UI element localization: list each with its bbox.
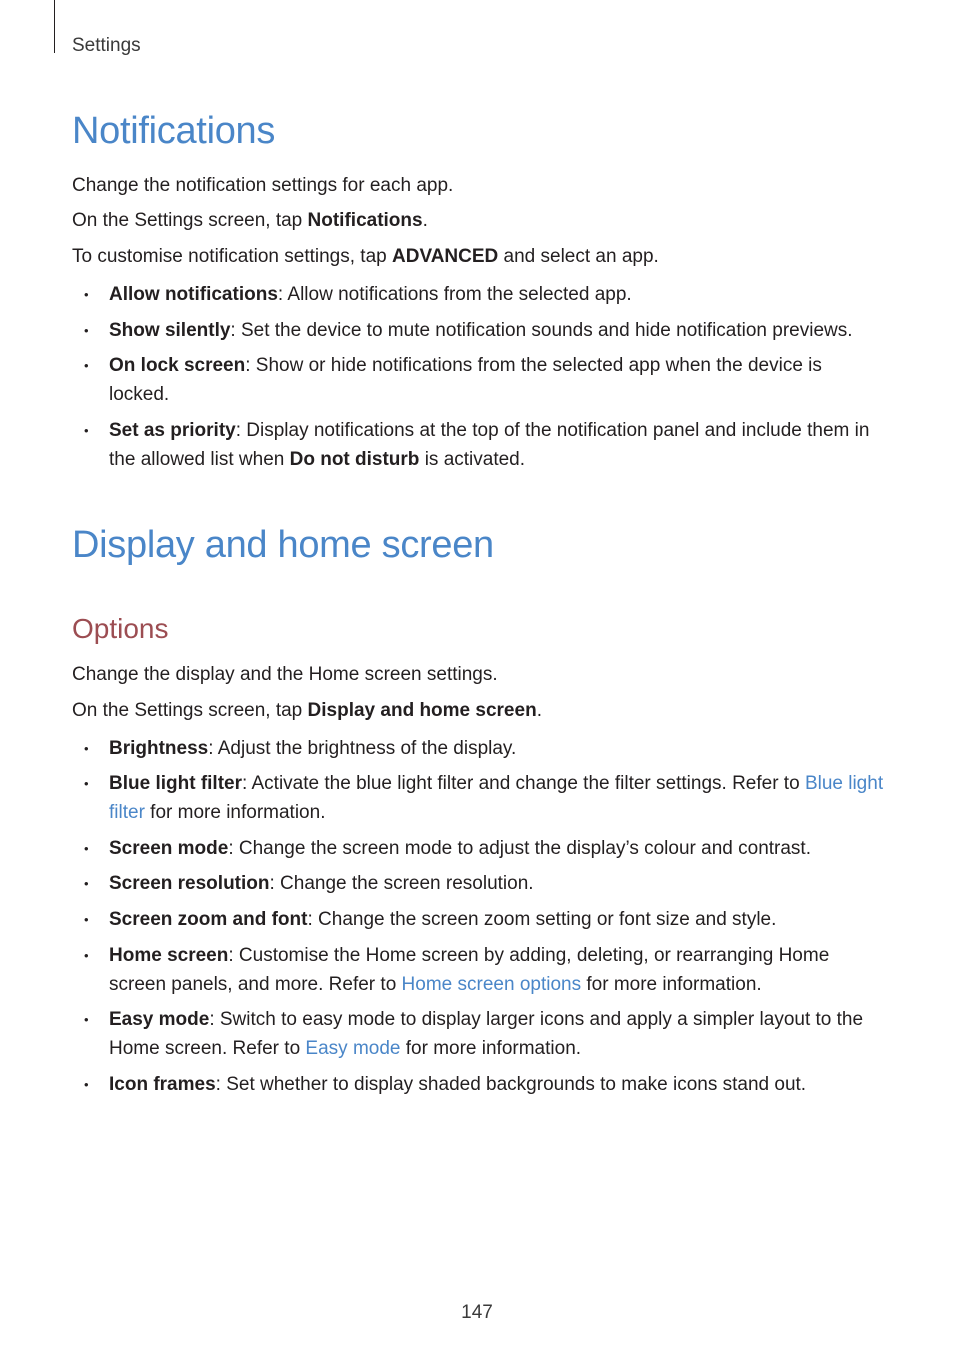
- bullet-label: Easy mode: [109, 1009, 210, 1030]
- bullet-label: Set as priority: [109, 420, 236, 441]
- bullet-glyph: •: [84, 423, 89, 438]
- page-number: 147: [461, 1302, 493, 1323]
- easy-mode-link[interactable]: Easy mode: [305, 1038, 401, 1059]
- list-item: [84, 905, 884, 934]
- bullet-glyph: •: [84, 1012, 89, 1027]
- bullet-text: : Activate the blue light filter and change the filter settings. Refer to: [242, 773, 805, 794]
- bullet-label: Screen zoom and font: [109, 909, 308, 930]
- bullet-text: : Customise the Home screen by adding, deleting, or rearranging Home screen panels, and more. Refer to: [109, 945, 830, 995]
- step-1-prefix: On the Settings screen, tap: [72, 210, 308, 231]
- display-step-1: [72, 696, 542, 725]
- bullet-glyph: •: [84, 912, 89, 927]
- step-2-prefix: To customise notification settings, tap: [72, 246, 392, 267]
- bullet-glyph: •: [84, 1077, 89, 1092]
- list-item: [84, 769, 884, 827]
- bullet-label: Screen resolution: [109, 873, 270, 894]
- list-item: [84, 734, 884, 763]
- bullet-label: Icon frames: [109, 1074, 216, 1095]
- notifications-step-2: [72, 242, 659, 271]
- bullet-glyph: •: [84, 776, 89, 791]
- bullet-text: : Show or hide notifications from the selected app when the device is locked.: [109, 355, 822, 405]
- notifications-heading: Notifications: [72, 110, 276, 152]
- list-item: [84, 316, 884, 345]
- list-item: [84, 941, 884, 999]
- display-step-bold: Display and home screen: [307, 700, 537, 721]
- bullet-glyph: •: [84, 876, 89, 891]
- bullet-label: Home screen: [109, 945, 229, 966]
- bullet-label: Screen mode: [109, 838, 229, 859]
- bullet-text: : Adjust the brightness of the display.: [208, 738, 517, 759]
- display-intro: Change the display and the Home screen settings.: [72, 664, 498, 685]
- step-1-bold: Notifications: [307, 210, 423, 231]
- bullet-glyph: •: [84, 741, 89, 756]
- bullet-bold-term: Do not disturb: [289, 449, 420, 470]
- display-heading: Display and home screen: [72, 524, 494, 566]
- bullet-label: Show silently: [109, 320, 231, 341]
- list-item: [84, 416, 884, 474]
- step-2-bold: ADVANCED: [392, 246, 499, 267]
- bullet-text: : Display notifications at the top of the notification panel and include them in the allowed list when: [109, 420, 870, 470]
- list-item: [84, 869, 884, 898]
- display-step-prefix: On the Settings screen, tap: [72, 700, 308, 721]
- bullet-text-end: for more information.: [581, 974, 762, 995]
- bullet-label: Brightness: [109, 738, 209, 759]
- margin-rule: [54, 0, 55, 53]
- bullet-text: : Change the screen zoom setting or font size and style.: [307, 909, 777, 930]
- bullet-text: : Switch to easy mode to display larger icons and apply a simpler layout to the Home screen. Refer to: [109, 1009, 864, 1059]
- home-screen-options-link[interactable]: Home screen options: [401, 974, 582, 995]
- blue-light-filter-link[interactable]: Blue light filter: [109, 773, 884, 823]
- bullet-text: : Change the screen mode to adjust the display’s colour and contrast.: [228, 838, 811, 859]
- bullet-glyph: •: [84, 358, 89, 373]
- bullet-text: : Change the screen resolution.: [269, 873, 534, 894]
- notifications-step-1: [72, 206, 428, 235]
- list-item: [84, 280, 884, 309]
- bullet-glyph: •: [84, 948, 89, 963]
- bullet-text-end: for more information.: [400, 1038, 582, 1059]
- bullet-text: : Set whether to display shaded backgrounds to make icons stand out.: [215, 1074, 807, 1095]
- bullet-label: Allow notifications: [109, 284, 278, 305]
- bullet-text: : Set the device to mute notification sounds and hide notification previews.: [230, 320, 853, 341]
- bullet-glyph: •: [84, 841, 89, 856]
- bullet-text: : Allow notifications from the selected app.: [277, 284, 632, 305]
- list-item: [84, 1005, 884, 1063]
- list-item: [84, 1070, 884, 1099]
- bullet-label: Blue light filter: [109, 773, 242, 794]
- list-item: [84, 351, 884, 409]
- bullet-label: On lock screen: [109, 355, 246, 376]
- list-item: [84, 834, 884, 863]
- running-head: Settings: [72, 35, 141, 56]
- notifications-intro: Change the notification settings for each app.: [72, 175, 454, 196]
- bullet-glyph: •: [84, 287, 89, 302]
- bullet-text-end: for more information.: [144, 802, 326, 823]
- display-step-suffix: .: [536, 700, 542, 721]
- step-1-suffix: .: [422, 210, 428, 231]
- bullet-glyph: •: [84, 323, 89, 338]
- step-2-suffix: and select an app.: [498, 246, 659, 267]
- bullet-text-end: is activated.: [419, 449, 526, 470]
- options-subheading: Options: [72, 613, 169, 644]
